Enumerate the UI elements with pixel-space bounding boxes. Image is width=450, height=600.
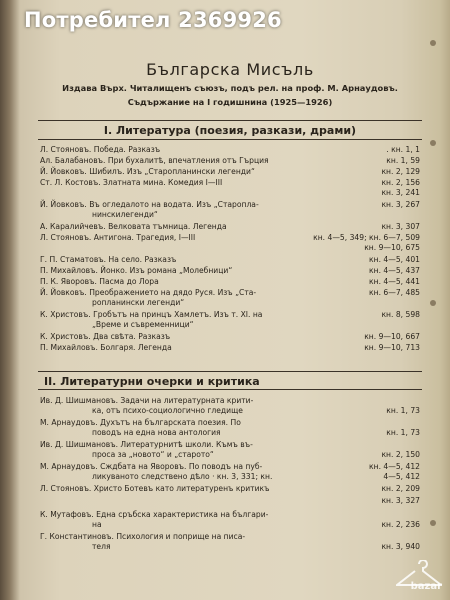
entry-reference: кн. 2, 209	[381, 484, 420, 493]
contents-entry	[40, 343, 420, 353]
entry-text: М. Арнаудовъ. Духътъ на българската поезия. По	[40, 418, 241, 427]
entry-reference-continued: кн. 2, 236	[381, 520, 420, 529]
entry-reference: кн. 6—7, 485	[369, 288, 420, 297]
entry-text: Л. Стояновъ. Антигона. Трагедия, I—III	[40, 233, 196, 242]
entry-text: Ст. Л. Костовъ. Златната мина. Комедия I—III	[40, 178, 223, 187]
entry-text: Ал. Балабановъ. При бухалитѣ, впечатления отъ Гърция	[40, 156, 269, 165]
entry-reference: кн. 3, 307	[381, 222, 420, 231]
entry-text: Г. П. Стаматовъ. На село. Разказъ	[40, 255, 177, 264]
contents-entry	[40, 484, 420, 494]
contents-entry	[40, 266, 420, 276]
entry-text: Г. Константиновъ. Психология и поприще на писа-	[40, 532, 246, 541]
document-page	[18, 0, 442, 600]
entry-text-continued: ка, отъ психо-социологично гледище	[92, 406, 243, 415]
brand-name: bazar	[410, 581, 442, 592]
entry-text-continued: теля	[92, 542, 111, 551]
entry-text: Л. Стояновъ. Победа. Разказъ	[40, 145, 161, 154]
entry-text: П. Михайловъ. Болгаря. Легенда	[40, 343, 172, 352]
contents-entry	[40, 167, 420, 177]
section-heading-literature: I. Литература (поезия, разкази, драми)	[103, 124, 357, 137]
entry-text-continued: поводъ на една нова антология	[92, 428, 221, 437]
entry-reference-continued: 4—5, 412	[383, 472, 420, 481]
journal-subtitle: Издава Върх. Читалищенъ съюзъ, подъ рел. на проф. М. Арнаудовъ.	[62, 83, 398, 93]
contents-heading: Съдържание на I годишнина (1925—1926)	[127, 97, 333, 107]
entry-reference-continued: кн. 1, 73	[386, 406, 420, 415]
section-rule	[38, 139, 422, 140]
entry-text: К. Христовъ. Гробътъ на принцъ Хамлетъ. Изъ т. XI. на	[40, 310, 263, 319]
entry-reference: кн. 9—10, 713	[364, 343, 420, 352]
entry-text-continued: „Време и съвременници“	[92, 320, 194, 329]
contents-entry	[40, 156, 420, 166]
entry-reference: кн. 9—10, 667	[364, 332, 420, 341]
entry-reference: . кн. 1, 1	[386, 145, 420, 154]
entry-text-continued: на	[92, 520, 102, 529]
entry-text: Л. Стояновъ. Христо Ботевъ като литературенъ критикъ	[40, 484, 270, 493]
entry-reference-continued: кн. 3, 940	[381, 542, 420, 551]
watermark-banner: Потребител 2369926	[24, 8, 282, 32]
section-rule	[38, 120, 422, 121]
entry-reference: кн. 2, 156	[381, 178, 420, 187]
contents-entry	[40, 145, 420, 155]
entry-reference: кн. 3, 327	[381, 496, 420, 505]
entry-text: Ив. Д. Шишмановъ. Задачи на литературната крити-	[40, 396, 254, 405]
contents-entry	[40, 288, 420, 308]
contents-entry	[40, 510, 420, 530]
contents-entry	[40, 255, 420, 265]
entry-reference: кн. 1, 59	[386, 156, 420, 165]
entry-text: Й. Йовковъ. Шибилъ. Изъ „Старопланински легенди“	[40, 167, 255, 176]
entry-reference: кн. 4—5, 349; кн. 6—7, 509	[313, 233, 420, 242]
entry-reference: кн. 4—5, 412	[369, 462, 420, 471]
entry-text-continued: ропланински легенди“	[92, 298, 185, 307]
entry-text: П. Михайловъ. Йонко. Изъ романа „Молебници“	[40, 266, 233, 275]
entry-reference: кн. 4—5, 437	[369, 266, 420, 275]
entry-text: П. К. Яворовъ. Пасма до Лора	[40, 277, 159, 286]
entry-reference-continued: кн. 2, 150	[381, 450, 420, 459]
entry-text: А. Каралийчевъ. Велковата тъмница. Легенда	[40, 222, 227, 231]
entry-reference-continued: кн. 3, 241	[381, 188, 420, 197]
entry-reference: кн. 2, 129	[381, 167, 420, 176]
contents-entry	[40, 277, 420, 287]
entry-reference: кн. 4—5, 401	[369, 255, 420, 264]
entry-text: Й. Йовковъ. Преображението на дядо Руся. Изъ „Ста-	[40, 288, 257, 297]
entry-text: К. Христовъ. Два свѣта. Разказъ	[40, 332, 171, 341]
entry-text: Ив. Д. Шишмановъ. Литературнитѣ школи. Къмъ въ-	[40, 440, 253, 449]
section-rule	[38, 389, 422, 390]
contents-entry	[40, 178, 420, 197]
section-rule	[38, 371, 422, 372]
entry-reference-continued: кн. 9—10, 675	[364, 243, 420, 252]
contents-entry	[40, 462, 420, 482]
entry-text: М. Арнаудовъ. Сждбата на Яворовъ. По поводъ на пуб-	[40, 462, 263, 471]
section-heading-critique: II. Литературни очерки и критика	[44, 375, 260, 388]
contents-entry	[40, 310, 420, 330]
entry-text-continued: нинскилегенди“	[92, 210, 158, 219]
entry-text-continued: ликуваното следствено дѣло · кн. 3, 331; кн.	[92, 472, 273, 481]
entry-reference-continued: кн. 1, 73	[386, 428, 420, 437]
contents-entry	[40, 222, 420, 232]
contents-entry	[40, 532, 420, 552]
entry-reference: кн. 3, 267	[381, 200, 420, 209]
entry-reference: кн. 4—5, 441	[369, 277, 420, 286]
contents-entry	[40, 200, 420, 220]
entry-text-continued: проса за „новото“ и „старото“	[92, 450, 214, 459]
entry-reference: кн. 8, 598	[381, 310, 420, 319]
contents-entry	[40, 233, 420, 252]
contents-entry	[40, 396, 420, 416]
brand-watermark	[396, 560, 442, 592]
contents-entry	[40, 332, 420, 342]
entry-text: Й. Йовковъ. Въ огледалото на водата. Изъ „Старопла-	[40, 200, 259, 209]
contents-entry	[40, 418, 420, 438]
entry-text: К. Мутафовъ. Една сръбска характеристика на българи-	[40, 510, 269, 519]
journal-title: Българска Мисъль	[146, 60, 314, 79]
contents-entry	[40, 440, 420, 460]
